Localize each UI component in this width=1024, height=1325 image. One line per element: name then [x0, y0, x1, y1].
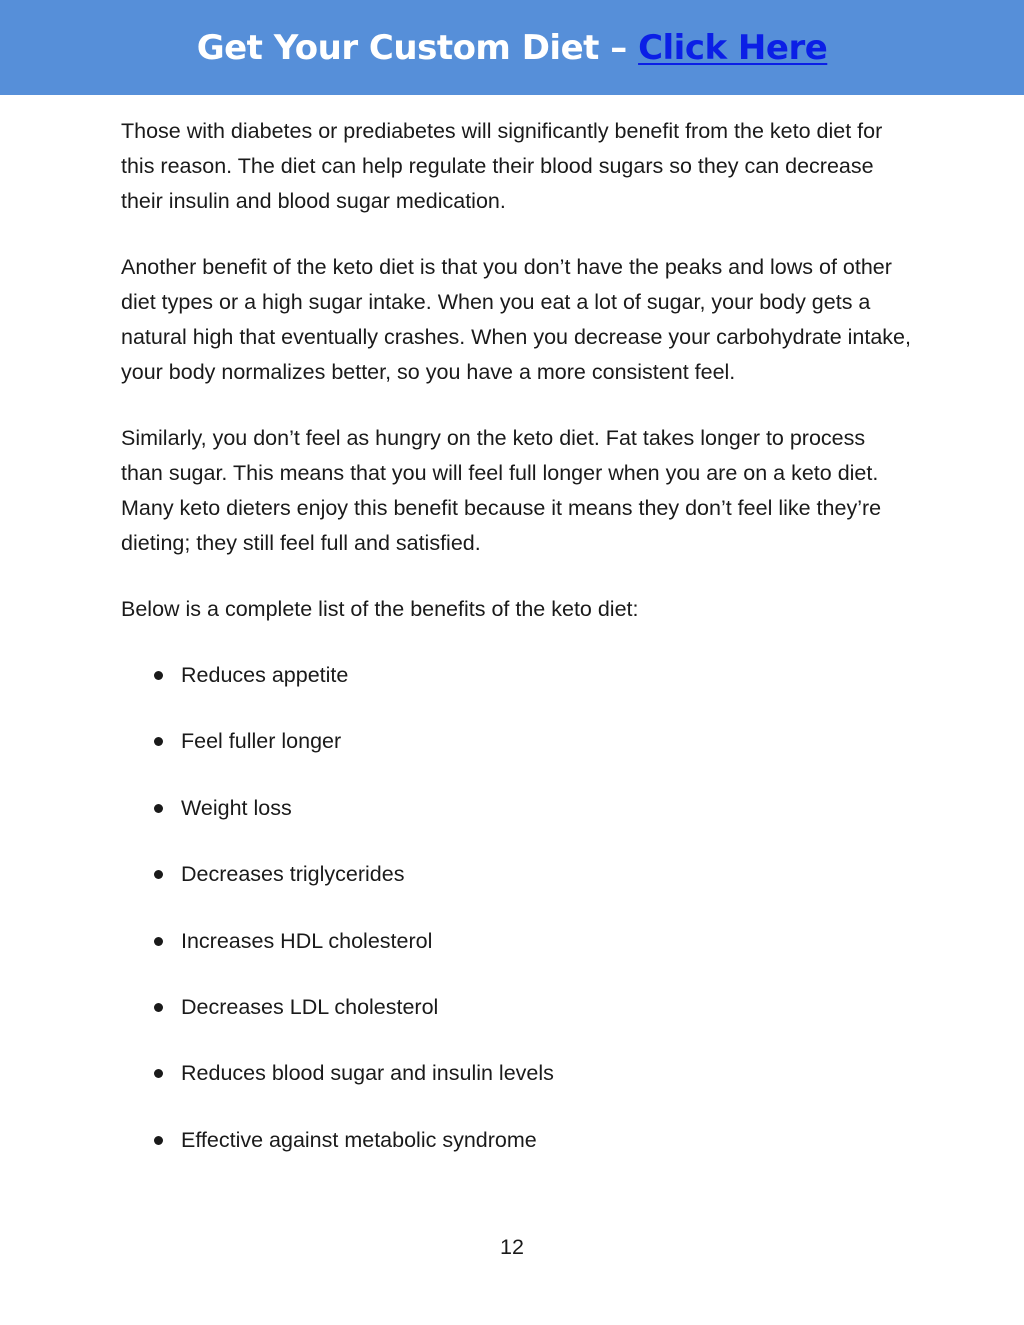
list-item-text: Reduces blood sugar and insulin levels — [181, 1061, 554, 1086]
banner-heading — [197, 28, 828, 68]
list-item-text: Weight loss — [181, 795, 292, 820]
list-item — [121, 1056, 911, 1091]
promo-banner — [0, 0, 1024, 95]
bullet-icon — [154, 737, 163, 746]
list-item-text: Feel fuller longer — [181, 729, 342, 754]
bullet-icon — [154, 804, 163, 813]
click-here-link[interactable]: Click Here — [638, 27, 828, 68]
bullet-icon — [154, 1003, 163, 1012]
list-item — [121, 857, 911, 892]
paragraph-peaks-and-lows: Another benefit of the keto diet is that you don’t have the peaks and lows of other diet types or a high sugar intake. When you eat a lot of sugar, your body gets a natural high that eventually crashes. When you decrease your carbohydrate intake, your body normalizes better, so you have a more consistent feel. — [121, 255, 911, 384]
benefits-list — [121, 658, 911, 1158]
paragraph-list-intro: Below is a complete list of the benefits of the keto diet: — [121, 597, 639, 621]
list-item-text: Effective against metabolic syndrome — [181, 1127, 537, 1152]
list-item — [121, 990, 911, 1025]
list-item — [121, 791, 911, 826]
page-number: 12 — [500, 1235, 524, 1259]
bullet-icon — [154, 937, 163, 946]
paragraph-hunger: Similarly, you don’t feel as hungry on the keto diet. Fat takes longer to process than sugar. This means that you will feel full longer when you are on a keto diet. Many keto dieters enjoy this benefit because it means they don’t feel like they’re dieting; they still feel full and satisfied. — [121, 426, 882, 555]
bullet-icon — [154, 1069, 163, 1078]
bullet-icon — [154, 1136, 163, 1145]
list-item-text: Reduces appetite — [181, 663, 349, 687]
list-item — [121, 724, 911, 759]
list-item-text: Increases HDL cholesterol — [181, 928, 433, 953]
list-item-text: Decreases LDL cholesterol — [181, 994, 439, 1019]
list-item — [121, 1123, 911, 1158]
page-body — [121, 114, 911, 1189]
bullet-icon — [154, 870, 163, 879]
list-item — [121, 658, 911, 693]
banner-prefix: Get Your Custom Diet – — [196, 27, 639, 68]
list-item-text: Decreases triglycerides — [181, 862, 405, 887]
list-item — [121, 924, 911, 959]
paragraph-diabetes: Those with diabetes or prediabetes will significantly benefit from the keto diet for this reason. The diet can help regulate their blood sugars so they can decrease their insulin and blood sugar medication. — [121, 119, 883, 213]
bullet-icon — [154, 671, 163, 680]
